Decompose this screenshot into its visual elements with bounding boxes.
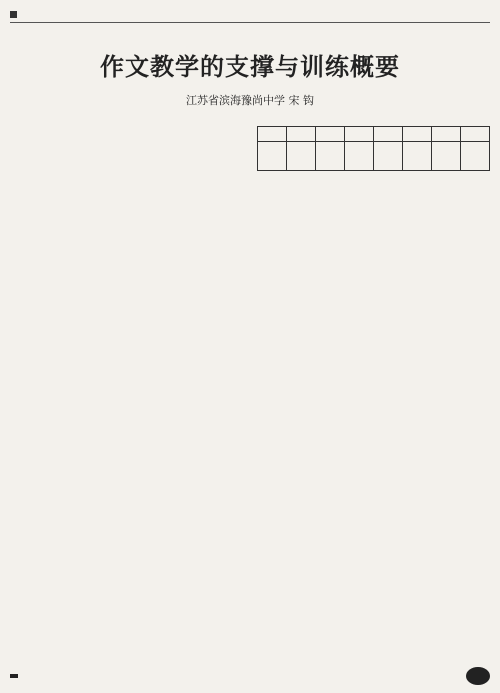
table-header-cell [345,127,374,142]
table-header-cell [258,127,287,142]
table-header-cell [461,127,490,142]
table-header-cell [287,127,316,142]
table-cell [345,142,374,171]
body-columns [10,120,490,640]
table-cell [403,142,432,171]
section-header [10,6,490,23]
table-header-cell [403,127,432,142]
table-cell [287,142,316,171]
table-cell [432,142,461,171]
section-marker-icon [10,11,17,18]
table-row [258,142,490,171]
title-block [10,47,490,108]
page-footer [10,665,490,687]
page-number [466,667,490,685]
table-cell [461,142,490,171]
record-table [257,126,490,171]
table-cell [316,142,345,171]
table-header-cell [432,127,461,142]
table-header-cell [316,127,345,142]
journal-box [10,674,18,678]
table-header-row [258,127,490,142]
article-author: 江苏省滨海豫尚中学 宋 钩 [186,94,314,107]
table-cell [374,142,403,171]
article-title: 作文教学的支撑与训练概要 [100,52,400,81]
table-cell [258,142,287,171]
left-column [10,120,243,640]
table-header-cell [374,127,403,142]
right-column [257,120,490,640]
